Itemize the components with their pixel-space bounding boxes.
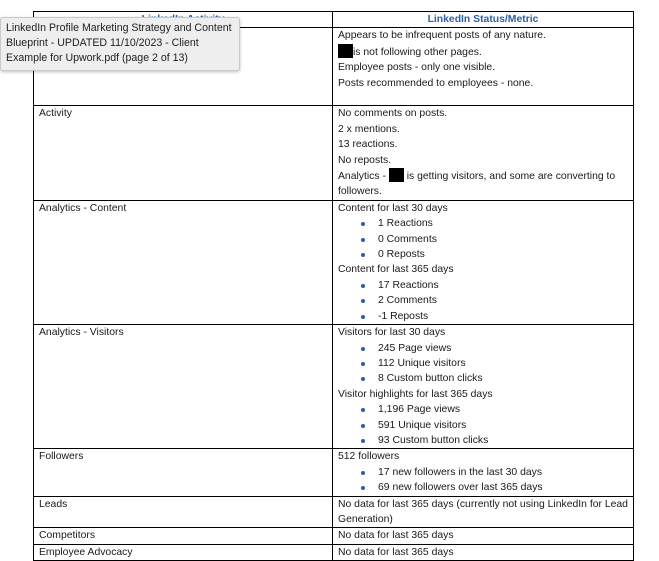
list-item: 2 Comments bbox=[361, 293, 629, 308]
bullet-icon bbox=[361, 299, 365, 303]
section-heading: Content for last 30 days bbox=[338, 202, 448, 214]
table-row bbox=[34, 544, 634, 560]
strategy-table bbox=[33, 11, 634, 561]
section-heading: 512 followers bbox=[338, 451, 400, 463]
bullet-icon bbox=[361, 284, 365, 288]
list-item: 1 Reactions bbox=[361, 216, 629, 231]
list-item: 17 new followers in the last 30 days bbox=[361, 465, 629, 480]
list-item: 0 Comments bbox=[361, 232, 629, 247]
row-value: No data for last 365 days bbox=[333, 544, 634, 560]
redaction-box bbox=[338, 44, 353, 58]
row-value bbox=[333, 325, 634, 449]
table-row bbox=[34, 496, 634, 528]
table-row bbox=[34, 106, 634, 200]
value-line: 2 x mentions. bbox=[338, 123, 400, 135]
section-heading: Visitor highlights for last 365 days bbox=[338, 388, 493, 400]
bullet-icon bbox=[361, 315, 365, 319]
bullet-list bbox=[338, 402, 629, 448]
row-value bbox=[333, 28, 634, 106]
row-label: Leads bbox=[34, 496, 333, 528]
list-item: 245 Page views bbox=[361, 341, 629, 356]
table-row bbox=[34, 449, 634, 496]
value-line: Appears to be infrequent posts of any nature. bbox=[338, 30, 546, 42]
table-row bbox=[34, 528, 634, 544]
bullet-icon bbox=[361, 424, 365, 428]
row-value bbox=[333, 200, 634, 324]
row-label: Analytics - Content bbox=[34, 200, 333, 324]
row-value bbox=[333, 449, 634, 496]
table-row bbox=[34, 325, 634, 449]
list-item: 112 Unique visitors bbox=[361, 356, 629, 371]
bullet-icon bbox=[361, 439, 365, 443]
row-value: No data for last 365 days (currently not using LinkedIn for Lead Generation) bbox=[333, 496, 634, 528]
bullet-icon bbox=[361, 253, 365, 257]
value-line: is not following other pages. bbox=[353, 46, 482, 58]
file-tooltip: LinkedIn Profile Marketing Strategy and Content Blueprint - UPDATED 11/10/2023 - Client Example for Upwork.pdf (page 2 of 13) bbox=[0, 17, 240, 71]
list-item: 93 Custom button clicks bbox=[361, 433, 629, 448]
redaction-box bbox=[389, 168, 404, 182]
bullet-icon bbox=[361, 222, 365, 226]
bullet-list bbox=[338, 216, 629, 262]
row-label: Analytics - Visitors bbox=[34, 325, 333, 449]
list-item: 8 Custom button clicks bbox=[361, 371, 629, 386]
value-line: Employee posts - only one visible. bbox=[338, 62, 496, 74]
value-line: Posts recommended to employees - none. bbox=[338, 77, 534, 89]
list-item: -1 Reposts bbox=[361, 309, 629, 324]
row-label: Activity bbox=[34, 106, 333, 200]
bullet-icon bbox=[361, 471, 365, 475]
bullet-list bbox=[338, 465, 629, 496]
list-item: 17 Reactions bbox=[361, 278, 629, 293]
list-item: 591 Unique visitors bbox=[361, 418, 629, 433]
bullet-icon bbox=[361, 486, 365, 490]
header-status-metric: LinkedIn Status/Metric bbox=[333, 12, 634, 28]
list-item: 0 Reposts bbox=[361, 247, 629, 262]
row-label: Followers bbox=[34, 449, 333, 496]
value-line: 13 reactions. bbox=[338, 139, 398, 151]
row-label: Competitors bbox=[34, 528, 333, 544]
row-label: Employee Advocacy bbox=[34, 544, 333, 560]
value-line: No comments on posts. bbox=[338, 108, 448, 120]
bullet-list bbox=[338, 341, 629, 387]
section-heading: Visitors for last 30 days bbox=[338, 327, 446, 339]
row-value: No data for last 365 days bbox=[333, 528, 634, 544]
bullet-icon bbox=[361, 408, 365, 412]
bullet-icon bbox=[361, 238, 365, 242]
section-heading: Content for last 365 days bbox=[338, 264, 454, 276]
row-value bbox=[333, 106, 634, 200]
list-item: 69 new followers over last 365 days bbox=[361, 480, 629, 495]
bullet-icon bbox=[361, 362, 365, 366]
value-line: Analytics - bbox=[338, 171, 386, 183]
list-item: 1,196 Page views bbox=[361, 402, 629, 417]
value-line: is getting visitors, and some are converting to followers. bbox=[338, 171, 616, 198]
value-line: No reposts. bbox=[338, 154, 392, 166]
bullet-icon bbox=[361, 377, 365, 381]
table-row bbox=[34, 200, 634, 324]
bullet-icon bbox=[361, 347, 365, 351]
bullet-list bbox=[338, 278, 629, 324]
